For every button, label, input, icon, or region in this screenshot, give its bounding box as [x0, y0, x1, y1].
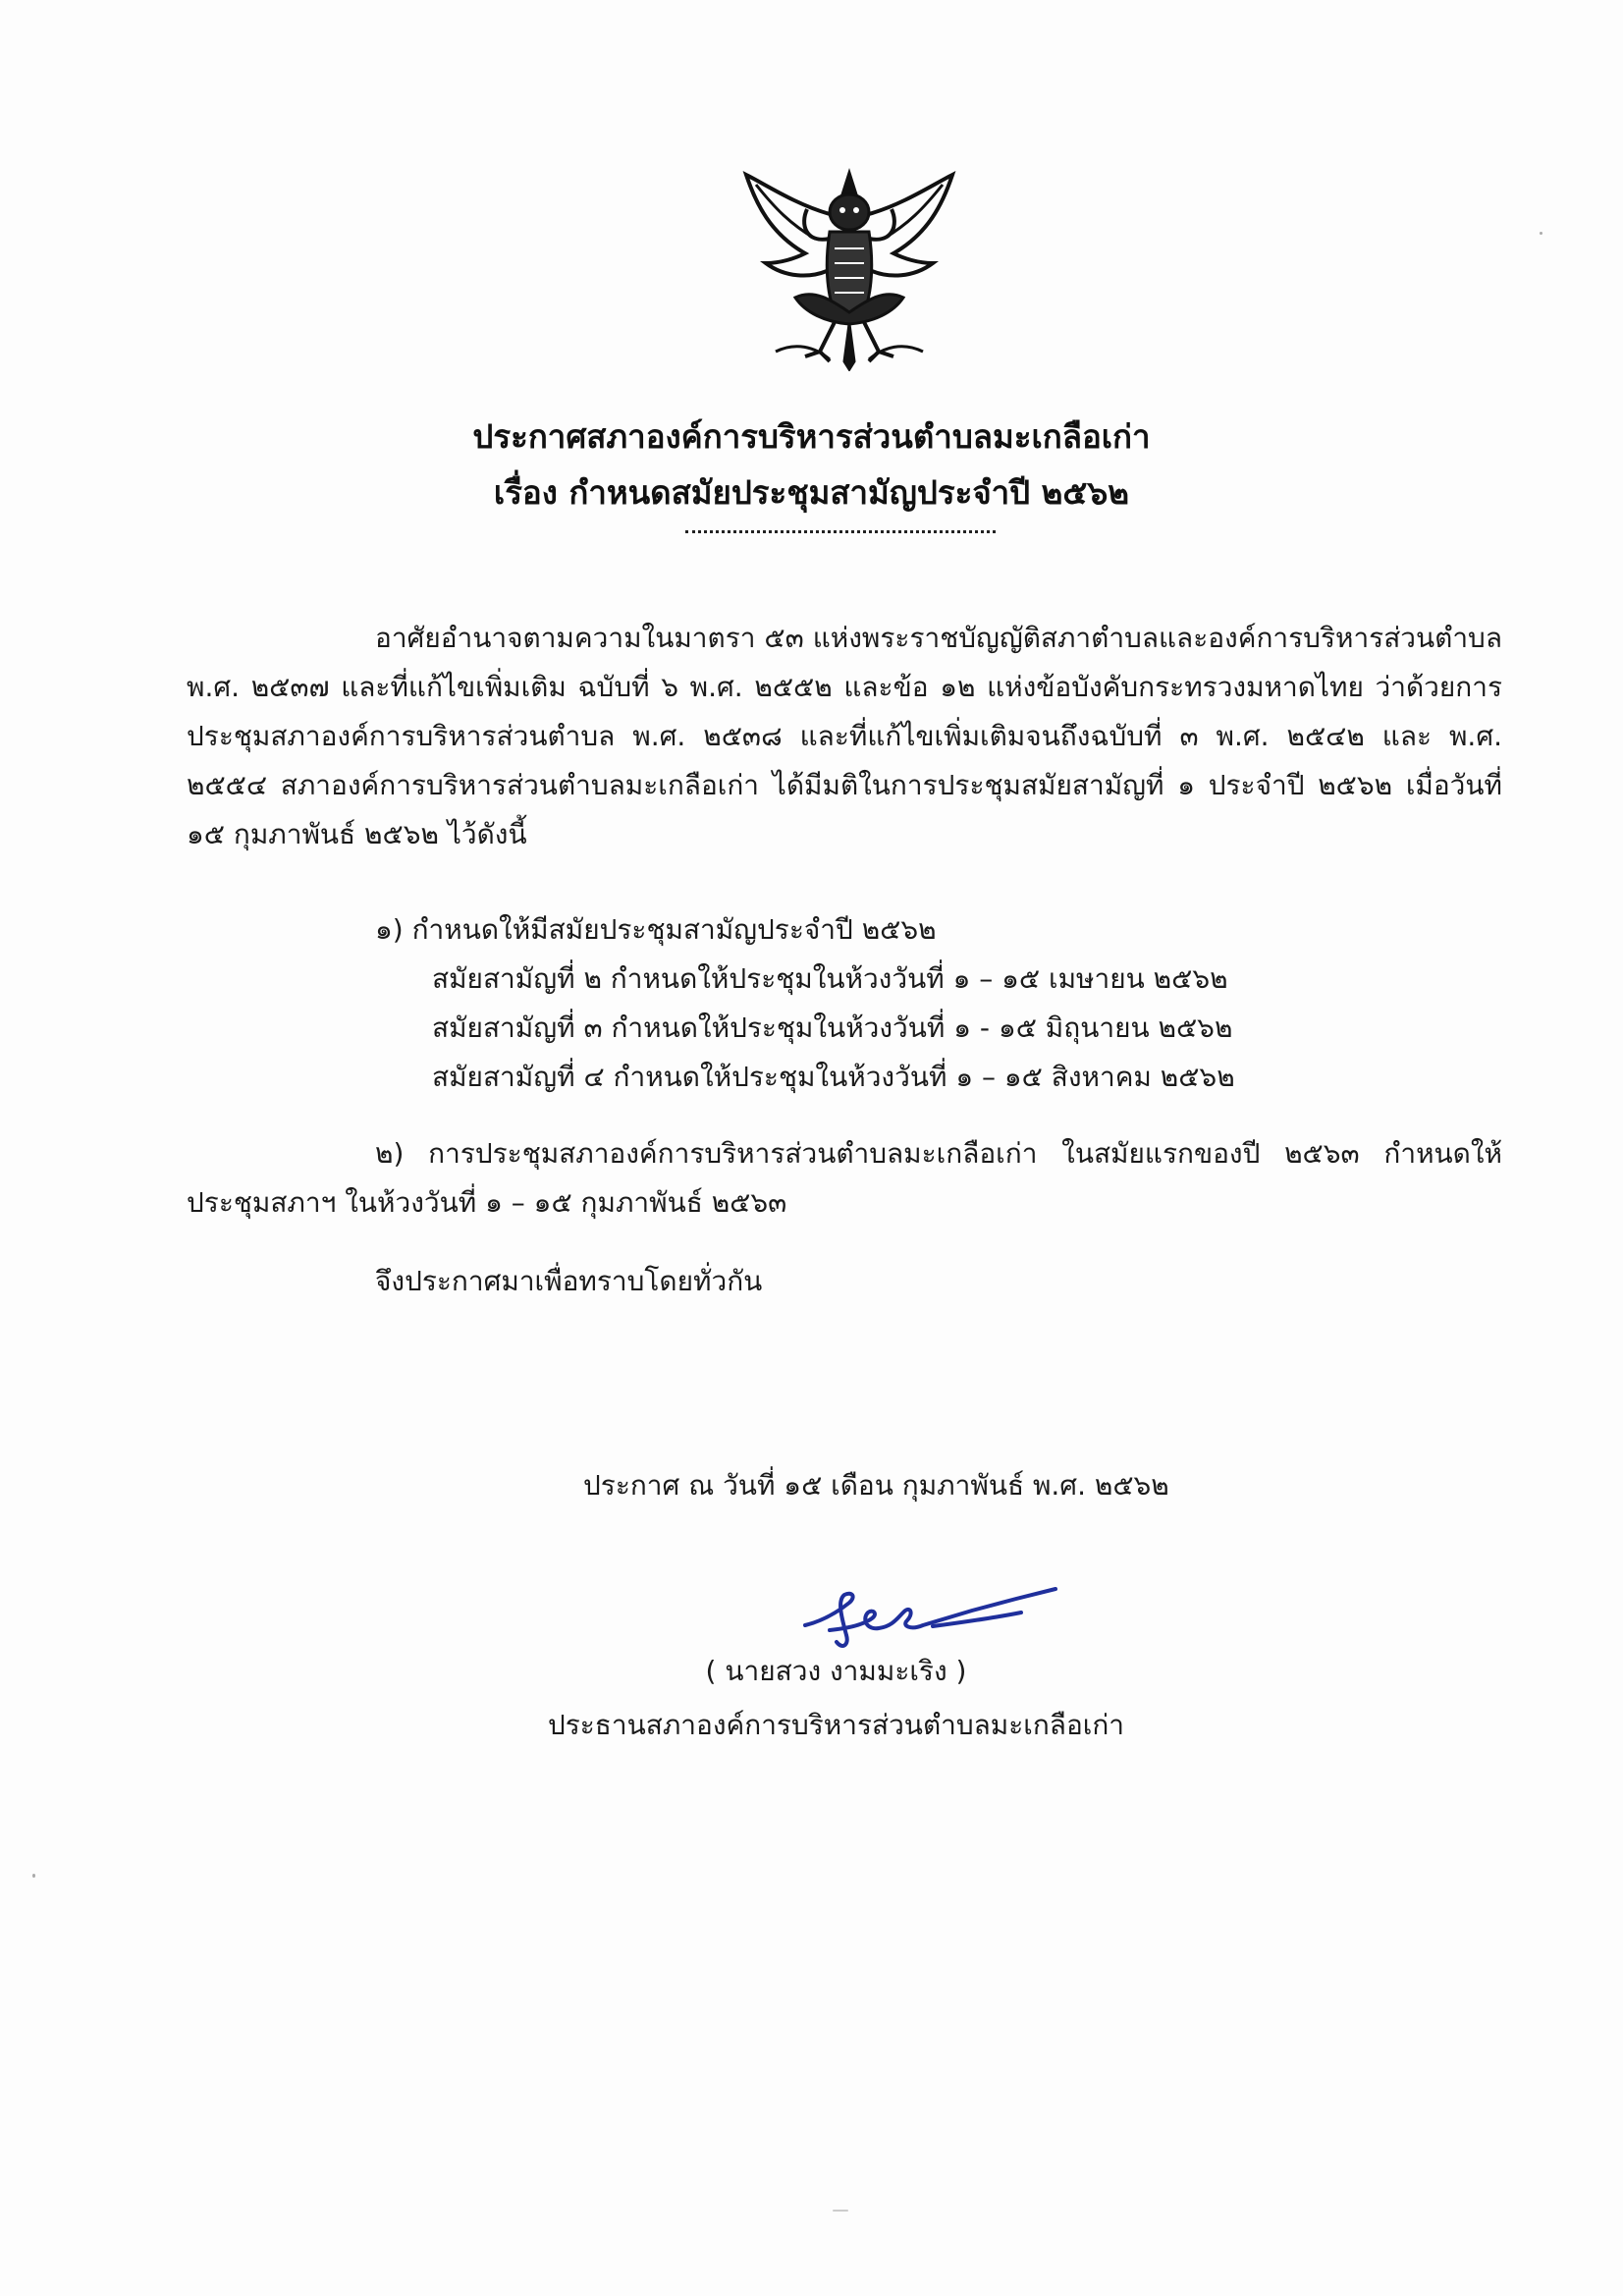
resolution-item-1 — [375, 905, 1235, 1102]
item-2-line: ๒) การประชุมสภาองค์การบริหารส่วนตำบลมะเกลือเก่า ในสมัยแรกของปี ๒๕๖๓ กำหนดให้ — [375, 1137, 1502, 1170]
preamble-line: ๒๕๕๔ สภาองค์การบริหารส่วนตำบลมะเกลือเก่า ได้มีมติในการประชุมสมัยสามัญที่ ๑ ประจำปี ๒๕๖๒ เมื่อวันที่ — [187, 769, 1502, 801]
signatory-name: ( นายสวง งามมะเริง ) — [705, 1655, 967, 1687]
preamble-line: พ.ศ. ๒๕๓๗ และที่แก้ไขเพิ่มเติม ฉบับที่ ๖ พ.ศ. ๒๕๕๒ และข้อ ๑๒ แห่งข้อบังคับกระทรวงมหาดไทย ว่าด้วยการ — [187, 671, 1502, 703]
preamble-paragraph — [187, 614, 1502, 859]
announcement-title: ประกาศสภาองค์การบริหารส่วนตำบลมะเกลือเก่า — [472, 417, 1151, 456]
item-2-line: ประชุมสภาฯ ในห้วงวันที่ ๑ – ๑๕ กุมภาพันธ์ ๒๕๖๓ — [187, 1186, 787, 1219]
preamble-line: อาศัยอำนาจตามความในมาตรา ๕๓ แห่งพระราชบัญญัติสภาตำบลและองค์การบริหารส่วนตำบล — [375, 622, 1502, 654]
garuda-emblem-icon — [736, 165, 962, 371]
signatory-position: ประธานสภาองค์การบริหารส่วนตำบลมะเกลือเก่า — [547, 1709, 1125, 1741]
resolution-item-2 — [187, 1129, 1502, 1228]
preamble-line: ประชุมสภาองค์การบริหารส่วนตำบล พ.ศ. ๒๕๓๘ และที่แก้ไขเพิ่มเติมจนถึงฉบับที่ ๓ พ.ศ. ๒๕๔๒ และ พ.ศ. — [187, 720, 1502, 752]
announcement-subject: เรื่อง กำหนดสมัยประชุมสามัญประจำปี ๒๕๖๒ — [493, 473, 1130, 512]
session-line: สมัยสามัญที่ ๒ กำหนดให้ประชุมในห้วงวันที่ ๑ – ๑๕ เมษายน ๒๕๖๒ — [432, 962, 1228, 995]
handwritten-signature — [795, 1581, 1060, 1660]
closing-statement: จึงประกาศมาเพื่อทราบโดยทั่วกัน — [375, 1265, 763, 1297]
scan-speck — [32, 1874, 35, 1878]
session-line: สมัยสามัญที่ ๓ กำหนดให้ประชุมในห้วงวันที่ ๑ - ๑๕ มิถุนายน ๒๕๖๒ — [432, 1011, 1233, 1044]
announcement-date: ประกาศ ณ วันที่ ๑๕ เดือน กุมภาพันธ์ พ.ศ. ๒๕๖๒ — [583, 1469, 1169, 1502]
item-1-heading: ๑) กำหนดให้มีสมัยประชุมสามัญประจำปี ๒๕๖๒ — [375, 913, 937, 946]
session-line: สมัยสามัญที่ ๔ กำหนดให้ประชุมในห้วงวันที่ ๑ – ๑๕ สิงหาคม ๒๕๖๒ — [432, 1061, 1235, 1093]
scan-speck — [833, 2210, 848, 2212]
scan-speck — [1540, 232, 1542, 235]
title-separator — [685, 530, 996, 533]
preamble-line: ๑๕ กุมภาพันธ์ ๒๕๖๒ ไว้ดังนี้ — [187, 818, 527, 850]
